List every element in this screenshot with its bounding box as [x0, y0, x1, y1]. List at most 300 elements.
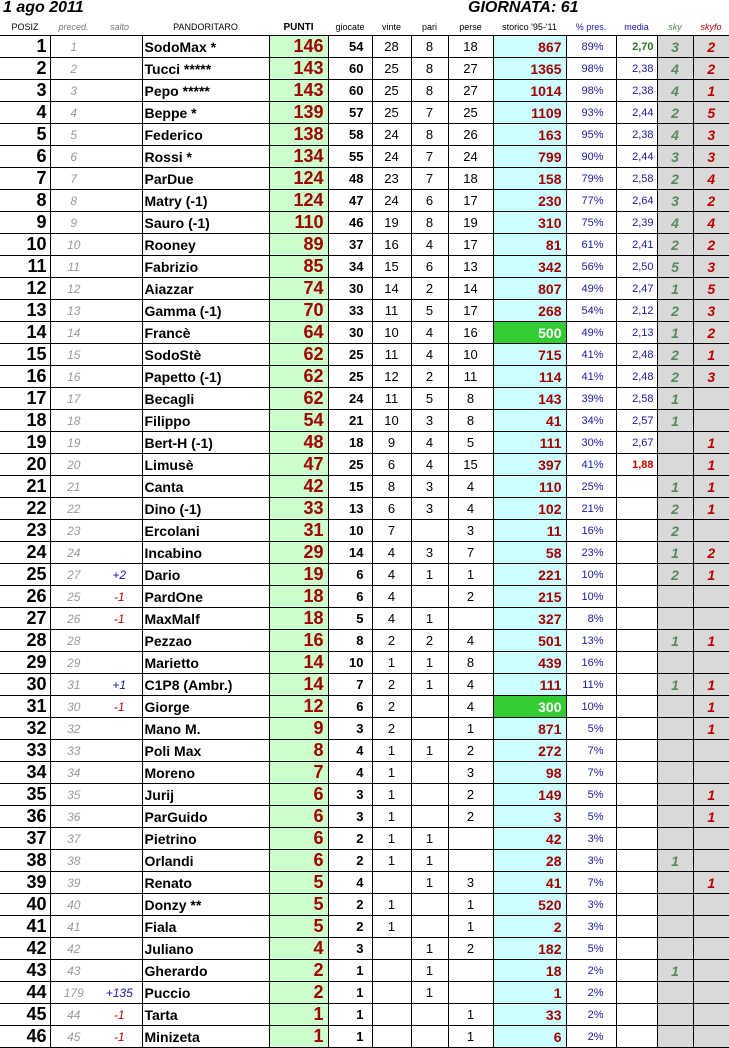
sky-cell: 2	[657, 564, 693, 586]
col-header-vinte: vinte	[372, 19, 411, 36]
played-cell: 2	[328, 916, 372, 938]
table-row	[0, 1026, 729, 1048]
jump-cell	[97, 190, 142, 212]
draws-cell	[411, 806, 448, 828]
wins-cell: 1	[372, 828, 411, 850]
points-cell: 64	[269, 322, 328, 344]
played-cell: 55	[328, 146, 372, 168]
col-header-sky: sky	[657, 19, 693, 36]
wins-cell: 15	[372, 256, 411, 278]
losses-cell: 1	[448, 1004, 493, 1026]
jump-cell	[97, 102, 142, 124]
played-cell: 4	[328, 740, 372, 762]
sky-cell: 1	[657, 674, 693, 696]
previous-position-cell: 35	[50, 784, 97, 806]
wins-cell: 2	[372, 718, 411, 740]
wins-cell: 14	[372, 278, 411, 300]
player-name-cell: PardOne	[142, 586, 269, 608]
sky-cell	[657, 1004, 693, 1026]
wins-cell: 4	[372, 564, 411, 586]
average-cell	[616, 1004, 657, 1026]
historical-cell: 2	[493, 916, 566, 938]
points-cell: 89	[269, 234, 328, 256]
player-name-cell: Fabrizio	[142, 256, 269, 278]
player-name-cell: Donzy **	[142, 894, 269, 916]
sky-cell: 1	[657, 630, 693, 652]
previous-position-cell: 5	[50, 124, 97, 146]
player-name-cell: Beppe *	[142, 102, 269, 124]
table-row	[0, 586, 729, 608]
draws-cell: 1	[411, 982, 448, 1004]
previous-position-cell: 179	[50, 982, 97, 1004]
historical-cell: 3	[493, 806, 566, 828]
wins-cell: 1	[372, 894, 411, 916]
points-cell: 2	[269, 960, 328, 982]
points-cell: 16	[269, 630, 328, 652]
losses-cell: 13	[448, 256, 493, 278]
skyfo-cell: 2	[693, 58, 729, 80]
previous-position-cell: 26	[50, 608, 97, 630]
points-cell: 70	[269, 300, 328, 322]
position-cell: 28	[0, 630, 50, 652]
skyfo-cell: 2	[693, 36, 729, 58]
played-cell: 37	[328, 234, 372, 256]
player-name-cell: Renato	[142, 872, 269, 894]
jump-cell	[97, 828, 142, 850]
player-name-cell: Marietto	[142, 652, 269, 674]
historical-cell: 501	[493, 630, 566, 652]
skyfo-cell	[693, 960, 729, 982]
average-cell	[616, 718, 657, 740]
presence-cell: 93%	[566, 102, 616, 124]
draws-cell	[411, 894, 448, 916]
sky-cell: 1	[657, 388, 693, 410]
jump-cell: +135	[97, 982, 142, 1004]
position-cell: 1	[0, 36, 50, 58]
losses-cell	[448, 982, 493, 1004]
previous-position-cell: 30	[50, 696, 97, 718]
draws-cell: 3	[411, 498, 448, 520]
points-cell: 18	[269, 586, 328, 608]
draws-cell: 7	[411, 102, 448, 124]
jump-cell: -1	[97, 608, 142, 630]
average-cell	[616, 674, 657, 696]
player-name-cell: ParDue	[142, 168, 269, 190]
jump-cell	[97, 784, 142, 806]
wins-cell: 28	[372, 36, 411, 58]
position-cell: 20	[0, 454, 50, 476]
average-cell: 2,57	[616, 410, 657, 432]
skyfo-cell	[693, 410, 729, 432]
previous-position-cell: 14	[50, 322, 97, 344]
sky-cell: 2	[657, 102, 693, 124]
position-cell: 30	[0, 674, 50, 696]
played-cell: 30	[328, 322, 372, 344]
header-row	[0, 19, 729, 36]
jump-cell	[97, 718, 142, 740]
skyfo-cell	[693, 916, 729, 938]
jump-cell: -1	[97, 586, 142, 608]
sky-cell	[657, 652, 693, 674]
jump-cell	[97, 938, 142, 960]
points-cell: 143	[269, 80, 328, 102]
average-cell: 2,48	[616, 344, 657, 366]
previous-position-cell: 7	[50, 168, 97, 190]
losses-cell: 2	[448, 806, 493, 828]
presence-cell: 41%	[566, 344, 616, 366]
skyfo-cell: 4	[693, 212, 729, 234]
position-cell: 44	[0, 982, 50, 1004]
previous-position-cell: 37	[50, 828, 97, 850]
sky-cell: 1	[657, 960, 693, 982]
skyfo-cell: 1	[693, 630, 729, 652]
player-name-cell: Tucci *****	[142, 58, 269, 80]
presence-cell: 89%	[566, 36, 616, 58]
points-cell: 146	[269, 36, 328, 58]
average-cell: 2,58	[616, 168, 657, 190]
wins-cell: 4	[372, 608, 411, 630]
previous-position-cell: 2	[50, 58, 97, 80]
historical-cell: 81	[493, 234, 566, 256]
jump-cell	[97, 498, 142, 520]
points-cell: 74	[269, 278, 328, 300]
position-cell: 14	[0, 322, 50, 344]
draws-cell: 8	[411, 124, 448, 146]
position-cell: 24	[0, 542, 50, 564]
presence-cell: 10%	[566, 564, 616, 586]
wins-cell: 11	[372, 300, 411, 322]
previous-position-cell: 25	[50, 586, 97, 608]
presence-cell: 5%	[566, 784, 616, 806]
points-cell: 139	[269, 102, 328, 124]
wins-cell: 25	[372, 80, 411, 102]
average-cell	[616, 696, 657, 718]
sky-cell	[657, 806, 693, 828]
played-cell: 8	[328, 630, 372, 652]
jump-cell: -1	[97, 696, 142, 718]
previous-position-cell: 36	[50, 806, 97, 828]
position-cell: 27	[0, 608, 50, 630]
historical-cell: 111	[493, 674, 566, 696]
average-cell	[616, 762, 657, 784]
points-cell: 48	[269, 432, 328, 454]
losses-cell: 10	[448, 344, 493, 366]
points-cell: 85	[269, 256, 328, 278]
played-cell: 7	[328, 674, 372, 696]
sky-cell	[657, 608, 693, 630]
col-header-name: PANDORITARO	[142, 19, 269, 36]
played-cell: 2	[328, 894, 372, 916]
average-cell	[616, 784, 657, 806]
table-row	[0, 278, 729, 300]
played-cell: 2	[328, 828, 372, 850]
table-row	[0, 168, 729, 190]
losses-cell: 4	[448, 630, 493, 652]
table-row	[0, 58, 729, 80]
historical-cell: 143	[493, 388, 566, 410]
draws-cell	[411, 784, 448, 806]
table-row	[0, 146, 729, 168]
average-cell: 2,39	[616, 212, 657, 234]
draws-cell: 2	[411, 366, 448, 388]
table-row	[0, 36, 729, 58]
wins-cell: 24	[372, 124, 411, 146]
presence-cell: 16%	[566, 520, 616, 542]
table-row	[0, 674, 729, 696]
player-name-cell: Fiala	[142, 916, 269, 938]
points-cell: 33	[269, 498, 328, 520]
skyfo-cell: 1	[693, 344, 729, 366]
skyfo-cell	[693, 762, 729, 784]
historical-cell: 1109	[493, 102, 566, 124]
jump-cell	[97, 740, 142, 762]
player-name-cell: Francè	[142, 322, 269, 344]
wins-cell	[372, 982, 411, 1004]
average-cell	[616, 828, 657, 850]
losses-cell: 1	[448, 894, 493, 916]
previous-position-cell: 20	[50, 454, 97, 476]
average-cell: 2,38	[616, 124, 657, 146]
skyfo-cell: 4	[693, 168, 729, 190]
presence-cell: 75%	[566, 212, 616, 234]
wins-cell: 6	[372, 454, 411, 476]
losses-cell: 8	[448, 652, 493, 674]
date-label: 1 ago 2011	[3, 0, 84, 16]
average-cell	[616, 894, 657, 916]
position-cell: 5	[0, 124, 50, 146]
draws-cell: 1	[411, 674, 448, 696]
average-cell	[616, 586, 657, 608]
position-cell: 45	[0, 1004, 50, 1026]
points-cell: 143	[269, 58, 328, 80]
jump-cell	[97, 256, 142, 278]
presence-cell: 16%	[566, 652, 616, 674]
draws-cell: 8	[411, 36, 448, 58]
skyfo-cell: 1	[693, 476, 729, 498]
skyfo-cell: 2	[693, 234, 729, 256]
points-cell: 62	[269, 344, 328, 366]
previous-position-cell: 32	[50, 718, 97, 740]
average-cell	[616, 498, 657, 520]
jump-cell	[97, 916, 142, 938]
player-name-cell: Canta	[142, 476, 269, 498]
sky-cell: 4	[657, 212, 693, 234]
skyfo-cell	[693, 938, 729, 960]
jump-cell	[97, 278, 142, 300]
points-cell: 62	[269, 388, 328, 410]
played-cell: 3	[328, 784, 372, 806]
wins-cell: 10	[372, 410, 411, 432]
wins-cell: 4	[372, 586, 411, 608]
title-bar	[0, 0, 709, 19]
position-cell: 46	[0, 1026, 50, 1048]
historical-cell: 158	[493, 168, 566, 190]
played-cell: 3	[328, 806, 372, 828]
position-cell: 43	[0, 960, 50, 982]
average-cell: 2,67	[616, 432, 657, 454]
position-cell: 6	[0, 146, 50, 168]
table-row	[0, 960, 729, 982]
jump-cell: +1	[97, 674, 142, 696]
player-name-cell: Ercolani	[142, 520, 269, 542]
wins-cell: 16	[372, 234, 411, 256]
jump-cell	[97, 476, 142, 498]
position-cell: 13	[0, 300, 50, 322]
draws-cell: 4	[411, 322, 448, 344]
player-name-cell: Orlandi	[142, 850, 269, 872]
played-cell: 21	[328, 410, 372, 432]
presence-cell: 41%	[566, 454, 616, 476]
table-row	[0, 608, 729, 630]
losses-cell: 2	[448, 938, 493, 960]
points-cell: 138	[269, 124, 328, 146]
col-header-salto: salto	[97, 19, 142, 36]
historical-cell: 1365	[493, 58, 566, 80]
table-row	[0, 454, 729, 476]
player-name-cell: ParGuido	[142, 806, 269, 828]
previous-position-cell: 41	[50, 916, 97, 938]
previous-position-cell: 28	[50, 630, 97, 652]
sky-cell: 1	[657, 476, 693, 498]
player-name-cell: Tarta	[142, 1004, 269, 1026]
presence-cell: 7%	[566, 872, 616, 894]
skyfo-cell: 1	[693, 718, 729, 740]
presence-cell: 3%	[566, 916, 616, 938]
skyfo-cell: 3	[693, 300, 729, 322]
played-cell: 25	[328, 344, 372, 366]
skyfo-cell: 1	[693, 806, 729, 828]
player-name-cell: Poli Max	[142, 740, 269, 762]
losses-cell: 2	[448, 586, 493, 608]
presence-cell: 10%	[566, 696, 616, 718]
presence-cell: 23%	[566, 542, 616, 564]
table-row	[0, 520, 729, 542]
skyfo-cell	[693, 608, 729, 630]
previous-position-cell: 43	[50, 960, 97, 982]
sky-cell	[657, 718, 693, 740]
wins-cell: 24	[372, 146, 411, 168]
sky-cell	[657, 1026, 693, 1048]
table-row	[0, 850, 729, 872]
historical-cell: 149	[493, 784, 566, 806]
presence-cell: 98%	[566, 58, 616, 80]
table-row	[0, 696, 729, 718]
losses-cell	[448, 828, 493, 850]
wins-cell: 11	[372, 388, 411, 410]
points-cell: 31	[269, 520, 328, 542]
player-name-cell: Gherardo	[142, 960, 269, 982]
draws-cell: 2	[411, 630, 448, 652]
player-name-cell: Puccio	[142, 982, 269, 1004]
played-cell: 25	[328, 366, 372, 388]
position-cell: 2	[0, 58, 50, 80]
table-row	[0, 388, 729, 410]
average-cell	[616, 960, 657, 982]
table-row	[0, 982, 729, 1004]
position-cell: 38	[0, 850, 50, 872]
table-row	[0, 938, 729, 960]
losses-cell: 1	[448, 916, 493, 938]
wins-cell: 7	[372, 520, 411, 542]
points-cell: 8	[269, 740, 328, 762]
historical-cell: 58	[493, 542, 566, 564]
table-row	[0, 1004, 729, 1026]
position-cell: 12	[0, 278, 50, 300]
historical-cell: 18	[493, 960, 566, 982]
sky-cell: 4	[657, 124, 693, 146]
points-cell: 42	[269, 476, 328, 498]
wins-cell: 1	[372, 652, 411, 674]
previous-position-cell: 18	[50, 410, 97, 432]
previous-position-cell: 40	[50, 894, 97, 916]
played-cell: 3	[328, 718, 372, 740]
presence-cell: 2%	[566, 1026, 616, 1048]
draws-cell: 4	[411, 344, 448, 366]
player-name-cell: Mano M.	[142, 718, 269, 740]
position-cell: 11	[0, 256, 50, 278]
draws-cell: 3	[411, 542, 448, 564]
draws-cell	[411, 1026, 448, 1048]
position-cell: 36	[0, 806, 50, 828]
losses-cell: 24	[448, 146, 493, 168]
jump-cell: -1	[97, 1004, 142, 1026]
draws-cell: 1	[411, 938, 448, 960]
losses-cell: 2	[448, 740, 493, 762]
previous-position-cell: 24	[50, 542, 97, 564]
player-name-cell: Sauro (-1)	[142, 212, 269, 234]
historical-cell: 310	[493, 212, 566, 234]
previous-position-cell: 6	[50, 146, 97, 168]
jump-cell	[97, 652, 142, 674]
table-row	[0, 476, 729, 498]
presence-cell: 2%	[566, 1004, 616, 1026]
previous-position-cell: 21	[50, 476, 97, 498]
draws-cell: 1	[411, 564, 448, 586]
table-row	[0, 212, 729, 234]
sky-cell	[657, 828, 693, 850]
average-cell	[616, 916, 657, 938]
presence-cell: 11%	[566, 674, 616, 696]
position-cell: 31	[0, 696, 50, 718]
player-name-cell: Pepo *****	[142, 80, 269, 102]
losses-cell: 4	[448, 674, 493, 696]
historical-cell: 11	[493, 520, 566, 542]
previous-position-cell: 44	[50, 1004, 97, 1026]
historical-cell: 42	[493, 828, 566, 850]
points-cell: 14	[269, 652, 328, 674]
presence-cell: 3%	[566, 828, 616, 850]
points-cell: 1	[269, 1004, 328, 1026]
average-cell: 1,88	[616, 454, 657, 476]
draws-cell	[411, 718, 448, 740]
jump-cell	[97, 960, 142, 982]
table-row	[0, 542, 729, 564]
historical-cell: 300	[493, 696, 566, 718]
position-cell: 21	[0, 476, 50, 498]
wins-cell: 2	[372, 630, 411, 652]
losses-cell: 19	[448, 212, 493, 234]
player-name-cell: Gamma (-1)	[142, 300, 269, 322]
average-cell	[616, 850, 657, 872]
player-name-cell: Becagli	[142, 388, 269, 410]
previous-position-cell: 31	[50, 674, 97, 696]
draws-cell: 5	[411, 300, 448, 322]
table-row	[0, 322, 729, 344]
sky-cell: 1	[657, 278, 693, 300]
draws-cell: 6	[411, 190, 448, 212]
wins-cell: 10	[372, 322, 411, 344]
points-cell: 6	[269, 828, 328, 850]
